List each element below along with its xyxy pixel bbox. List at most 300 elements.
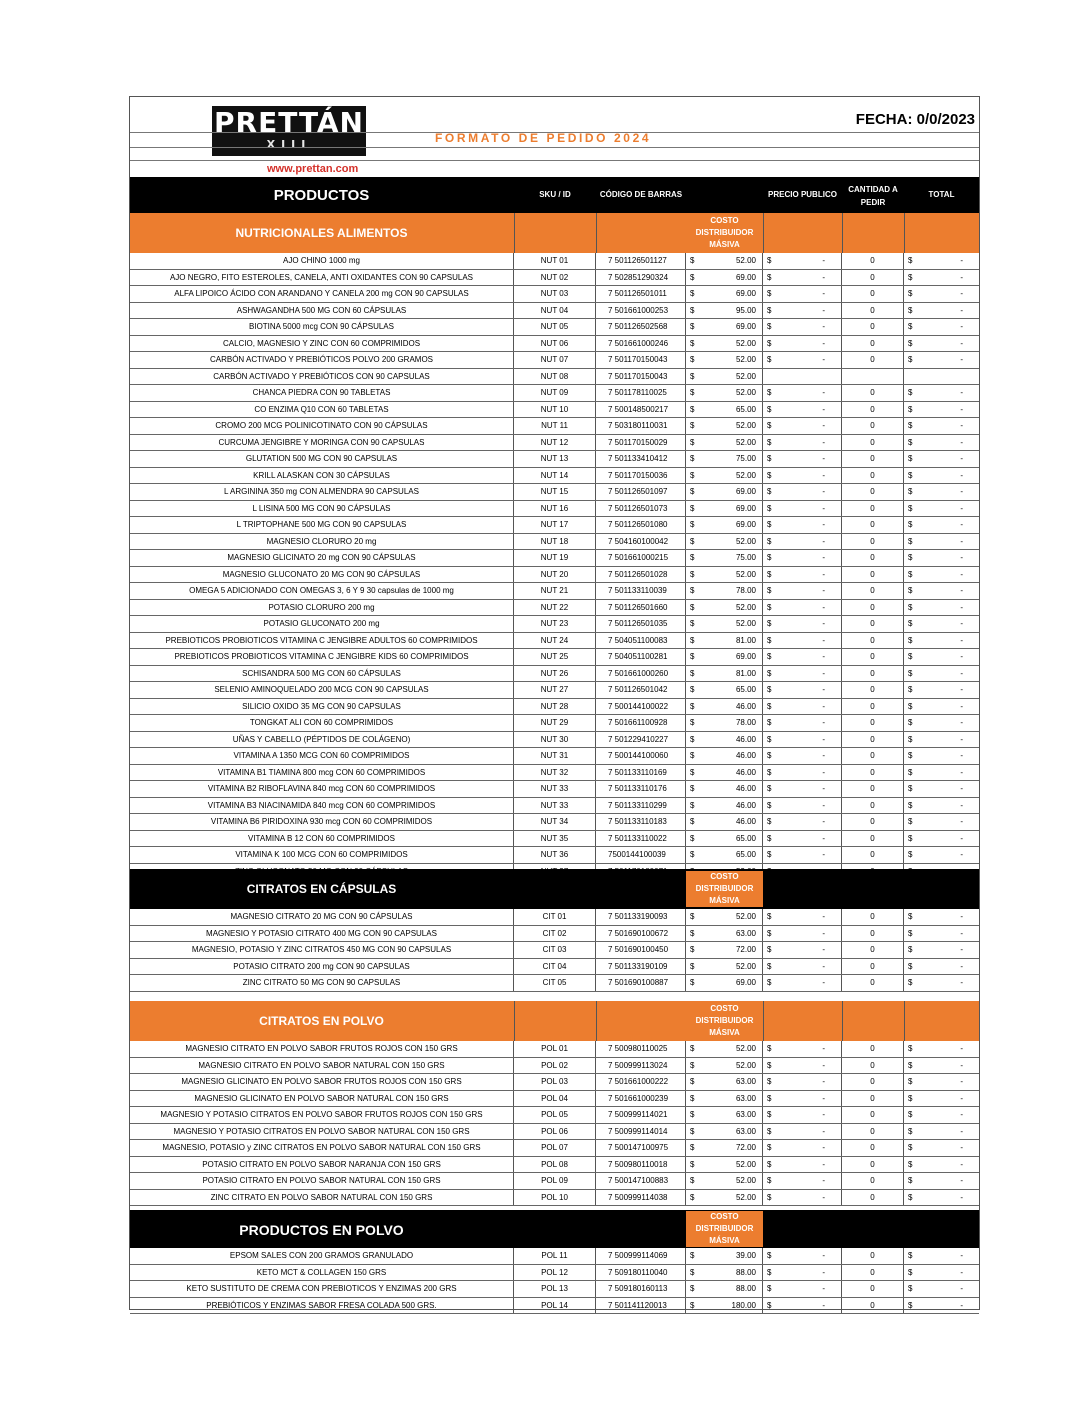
distributor-cost-cell	[686, 633, 763, 649]
distributor-cost: 52.00	[735, 1060, 756, 1070]
currency-symbol: $	[690, 701, 695, 711]
public-price-value: -	[822, 421, 825, 430]
public-price-value: -	[822, 272, 825, 282]
product-sku: NUT 28	[514, 699, 596, 715]
quantity-input[interactable]: 0	[842, 765, 904, 781]
currency-symbol: $	[767, 1093, 772, 1103]
product-name: L ARGININA 350 mg CON ALMENDRA 90 CAPSULAS	[130, 484, 514, 500]
total-cell	[904, 484, 979, 500]
product-barcode: 7 501170150029	[596, 435, 686, 451]
currency-symbol: $	[767, 701, 772, 711]
currency-symbol: $	[767, 256, 772, 265]
public-price-cell	[763, 1265, 842, 1281]
form-title: FORMATO DE PEDIDO 2024	[435, 131, 652, 145]
distributor-cost: 46.00	[735, 817, 756, 826]
currency-symbol: $	[767, 961, 772, 971]
public-price-value: -	[822, 1126, 825, 1136]
total-value: -	[960, 1093, 963, 1103]
quantity-input[interactable]: 0	[842, 649, 904, 665]
currency-symbol: $	[767, 800, 772, 810]
cost-header: COSTO DISTRIBUIDOR MÁSIVA	[686, 1211, 763, 1247]
quantity-input[interactable]: 0	[842, 1298, 904, 1314]
public-price-cell	[763, 975, 842, 991]
quantity-input[interactable]: 0	[842, 732, 904, 748]
total-cell	[904, 303, 979, 319]
cost-header: COSTO DISTRIBUIDOR MÁSIVA	[686, 1003, 763, 1039]
product-sku: POL 12	[514, 1265, 596, 1281]
total-value: -	[960, 437, 963, 447]
table-row	[130, 616, 979, 633]
total-cell	[904, 270, 979, 286]
total-cell	[904, 369, 979, 385]
quantity-input[interactable]: 0	[842, 847, 904, 863]
public-price-value: -	[822, 355, 825, 364]
quantity-input[interactable]: 0	[842, 926, 904, 942]
public-price-cell	[763, 847, 842, 863]
total-cell	[904, 336, 979, 352]
table-row	[130, 1157, 979, 1174]
currency-symbol: $	[690, 734, 695, 744]
section-title: CITRATOS EN CÁPSULAS	[246, 882, 397, 896]
total-value: -	[960, 338, 963, 348]
product-name: PREBIOTICOS PROBIOTICOS VITAMINA C JENGIBRE ADULTOS 60 COMPRIMIDOS	[130, 633, 514, 649]
website-link[interactable]: www.prettan.com	[267, 163, 359, 175]
distributor-cost-cell	[686, 468, 763, 484]
product-name: VITAMINA K 100 MCG CON 60 COMPRIMIDOS	[130, 847, 514, 863]
product-barcode: 7 500147100975	[596, 1140, 686, 1156]
public-price-value: -	[822, 487, 825, 496]
table-row	[130, 814, 979, 831]
divider	[904, 1001, 905, 1041]
quantity-input[interactable]: 0	[842, 814, 904, 830]
product-barcode: 7 501661000246	[596, 336, 686, 352]
distributor-cost-cell	[686, 1281, 763, 1297]
total-value: -	[960, 945, 963, 954]
currency-symbol: $	[767, 1176, 772, 1185]
quantity-input[interactable]: 0	[842, 633, 904, 649]
currency-symbol: $	[690, 1077, 695, 1086]
quantity-input[interactable]: 0	[842, 336, 904, 352]
total-cell	[904, 352, 979, 368]
distributor-cost: 52.00	[735, 1192, 756, 1202]
total-cell	[904, 732, 979, 748]
section-header-productos-polvo	[130, 1210, 979, 1248]
product-name: MAGNESIO GLICINATO EN POLVO SABOR NATURAL CON 150 GRS	[130, 1091, 514, 1107]
product-sku: POL 10	[514, 1190, 596, 1206]
quantity-input[interactable]: 0	[842, 1140, 904, 1156]
public-price-cell	[763, 699, 842, 715]
total-cell	[904, 1058, 979, 1074]
table-row	[130, 1265, 979, 1282]
quantity-input[interactable]: 0	[842, 319, 904, 335]
currency-symbol: $	[690, 912, 695, 921]
currency-symbol: $	[767, 734, 772, 744]
public-price-cell	[763, 253, 842, 269]
quantity-input[interactable]: 0	[842, 942, 904, 958]
currency-symbol: $	[767, 1143, 772, 1152]
currency-symbol: $	[908, 850, 913, 859]
product-name: L LISINA 500 MG CON 90 CÁPSULAS	[130, 501, 514, 517]
quantity-input[interactable]: 0	[842, 270, 904, 286]
product-barcode: 7 501126501127	[596, 253, 686, 269]
public-price-value: -	[822, 569, 825, 579]
quantity-input[interactable]: 0	[842, 1173, 904, 1189]
currency-symbol: $	[908, 388, 913, 397]
product-name: VITAMINA B2 RIBOFLAVINA 840 mcg CON 60 COMPRIMIDOS	[130, 781, 514, 797]
table-row	[130, 942, 979, 959]
product-name: MAGNESIO, POTASIO y ZINC CITRATOS EN POLVO SABOR NATURAL CON 150 GRS	[130, 1140, 514, 1156]
public-price-value: -	[822, 817, 825, 826]
public-price-value: -	[822, 668, 825, 678]
currency-symbol: $	[690, 289, 695, 298]
cost-header: COSTO DISTRIBUIDOR MÁSIVA	[686, 871, 763, 907]
quantity-input[interactable]: 0	[842, 286, 904, 302]
distributor-cost: 52.00	[735, 536, 756, 546]
quantity-input[interactable]: 0	[842, 1190, 904, 1206]
quantity-input[interactable]: 0	[842, 534, 904, 550]
public-price-cell	[763, 418, 842, 434]
currency-symbol: $	[690, 652, 695, 661]
currency-symbol: $	[690, 928, 695, 938]
quantity-input[interactable]: 0	[842, 1107, 904, 1123]
distributor-cost-cell	[686, 270, 763, 286]
total-cell	[904, 319, 979, 335]
currency-symbol: $	[908, 1159, 913, 1169]
public-price-cell	[763, 926, 842, 942]
public-price-header: PRECIO PUBLICO	[768, 190, 837, 199]
product-sku: POL 05	[514, 1107, 596, 1123]
total-value: -	[960, 569, 963, 579]
product-barcode: 7 509180160113	[596, 1281, 686, 1297]
distributor-cost: 52.00	[735, 619, 756, 628]
public-price-cell	[763, 732, 842, 748]
quantity-input[interactable]: 0	[842, 666, 904, 682]
quantity-input[interactable]: 0	[842, 798, 904, 814]
product-sku: NUT 13	[514, 451, 596, 467]
distributor-cost: 52.00	[735, 569, 756, 579]
public-price-cell	[763, 715, 842, 731]
total-cell	[904, 942, 979, 958]
currency-symbol: $	[690, 470, 695, 480]
product-name: MAGNESIO GLICINATO 20 mg CON 90 CÁPSULAS	[130, 550, 514, 566]
public-price-value: -	[822, 470, 825, 480]
quantity-input[interactable]: 0	[842, 699, 904, 715]
distributor-cost-cell	[686, 534, 763, 550]
product-sku: NUT 32	[514, 765, 596, 781]
distributor-cost-cell	[686, 831, 763, 847]
total-value: -	[960, 586, 963, 595]
currency-symbol: $	[767, 404, 772, 414]
public-price-value: -	[822, 701, 825, 711]
quantity-input[interactable]: 0	[842, 567, 904, 583]
table-row	[130, 1190, 979, 1207]
distributor-cost: 69.00	[735, 487, 756, 496]
product-barcode: 7 501661000260	[596, 666, 686, 682]
quantity-input[interactable]: 0	[842, 352, 904, 368]
distributor-cost-cell	[686, 699, 763, 715]
total-value: -	[960, 1159, 963, 1169]
total-value: -	[960, 536, 963, 546]
table-row	[130, 567, 979, 584]
total-cell	[904, 583, 979, 599]
quantity-input[interactable]: 0	[842, 1124, 904, 1140]
quantity-input[interactable]: 0	[842, 253, 904, 269]
total-value: -	[960, 305, 963, 315]
public-price-cell	[763, 336, 842, 352]
product-barcode: 7 501133110169	[596, 765, 686, 781]
quantity-input[interactable]: 0	[842, 468, 904, 484]
quantity-input[interactable]: 0	[842, 517, 904, 533]
product-barcode: 7500144100039	[596, 847, 686, 863]
product-barcode: 7 504051100281	[596, 649, 686, 665]
currency-symbol: $	[690, 437, 695, 447]
product-sku: NUT 33	[514, 798, 596, 814]
currency-symbol: $	[908, 619, 913, 628]
product-barcode: 7 501690100450	[596, 942, 686, 958]
public-price-cell	[763, 1281, 842, 1297]
distributor-cost-cell	[686, 814, 763, 830]
product-name: CURCUMA JENGIBRE Y MORINGA CON 90 CAPSULAS	[130, 435, 514, 451]
divider	[130, 132, 979, 133]
product-barcode: 7 501126501097	[596, 484, 686, 500]
table-row	[130, 699, 979, 716]
product-sku: NUT 19	[514, 550, 596, 566]
currency-symbol: $	[767, 668, 772, 678]
quantity-input[interactable]: 0	[842, 418, 904, 434]
distributor-cost: 63.00	[735, 1110, 756, 1119]
quantity-input[interactable]: 0	[842, 1281, 904, 1297]
product-sku: POL 09	[514, 1173, 596, 1189]
public-price-cell	[763, 1107, 842, 1123]
public-price-value: -	[822, 454, 825, 463]
public-price-value: -	[822, 978, 825, 987]
distributor-cost-cell	[686, 1190, 763, 1206]
quantity-input[interactable]: 0	[842, 451, 904, 467]
product-sku: NUT 10	[514, 402, 596, 418]
public-price-value: -	[822, 503, 825, 513]
quantity-input[interactable]: 0	[842, 435, 904, 451]
total-value: -	[960, 1176, 963, 1185]
currency-symbol: $	[908, 817, 913, 826]
distributor-cost: 69.00	[735, 272, 756, 282]
brand-logo	[212, 106, 366, 156]
table-row	[130, 583, 979, 600]
product-sku: CIT 01	[514, 909, 596, 925]
public-price-cell	[763, 1074, 842, 1090]
table-row	[130, 959, 979, 976]
product-barcode: 7 509180110040	[596, 1265, 686, 1281]
distributor-cost-cell	[686, 1298, 763, 1314]
currency-symbol: $	[908, 1060, 913, 1070]
public-price-cell	[763, 402, 842, 418]
total-value: -	[960, 454, 963, 463]
total-cell	[904, 682, 979, 698]
distributor-cost-cell	[686, 1074, 763, 1090]
total-value: -	[960, 520, 963, 529]
distributor-cost-cell	[686, 385, 763, 401]
quantity-input[interactable]: 0	[842, 1058, 904, 1074]
total-value: -	[960, 1143, 963, 1152]
product-name: CARBÓN ACTIVADO Y PREBIÓTICOS POLVO 200 GRAMOS	[130, 352, 514, 368]
table-row	[130, 682, 979, 699]
quantity-input[interactable]: 0	[842, 1074, 904, 1090]
total-cell	[904, 567, 979, 583]
product-barcode: 7 501133110176	[596, 781, 686, 797]
quantity-input[interactable]: 0	[842, 583, 904, 599]
table-row	[130, 1248, 979, 1265]
distributor-cost: 52.00	[735, 1159, 756, 1169]
public-price-cell	[763, 435, 842, 451]
public-price-value: -	[822, 652, 825, 661]
total-value: -	[960, 668, 963, 678]
total-cell	[904, 1265, 979, 1281]
order-date: FECHA: 0/0/2023	[855, 111, 975, 128]
quantity-input[interactable]: 0	[842, 1248, 904, 1264]
currency-symbol: $	[908, 1126, 913, 1136]
product-barcode: 7 501690100887	[596, 975, 686, 991]
product-sku: CIT 05	[514, 975, 596, 991]
quantity-input[interactable]: 0	[842, 975, 904, 991]
table-row	[130, 1140, 979, 1157]
distributor-cost: 63.00	[735, 928, 756, 938]
table-row	[130, 484, 979, 501]
product-name: ZINC CITRATO EN POLVO SABOR NATURAL CON 150 GRS	[130, 1190, 514, 1206]
product-sku: CIT 02	[514, 926, 596, 942]
product-barcode: 7 501661100928	[596, 715, 686, 731]
currency-symbol: $	[908, 945, 913, 954]
distributor-cost-cell	[686, 550, 763, 566]
quantity-input[interactable]: 0	[842, 1091, 904, 1107]
total-value: -	[960, 701, 963, 711]
quantity-input[interactable]: 0	[842, 600, 904, 616]
quantity-input[interactable]: 0	[842, 1265, 904, 1281]
currency-symbol: $	[767, 1192, 772, 1202]
quantity-input[interactable]: 0	[842, 550, 904, 566]
public-price-cell	[763, 319, 842, 335]
currency-symbol: $	[908, 718, 913, 727]
quantity-input[interactable]: 0	[842, 303, 904, 319]
total-value: -	[960, 1126, 963, 1136]
quantity-input[interactable]: 0	[842, 1157, 904, 1173]
distributor-cost-cell	[686, 583, 763, 599]
currency-symbol: $	[908, 470, 913, 480]
product-barcode: 7 501690100672	[596, 926, 686, 942]
distributor-cost-cell	[686, 1140, 763, 1156]
distributor-cost-cell	[686, 616, 763, 632]
table-row	[130, 253, 979, 270]
total-value: -	[960, 1300, 963, 1310]
distributor-cost-cell	[686, 336, 763, 352]
total-cell	[904, 451, 979, 467]
quantity-input[interactable]: 0	[842, 715, 904, 731]
distributor-cost: 78.00	[735, 718, 756, 727]
distributor-cost-cell	[686, 765, 763, 781]
currency-symbol: $	[690, 503, 695, 513]
distributor-cost: 52.00	[735, 602, 756, 612]
public-price-value: -	[822, 1077, 825, 1086]
currency-symbol: $	[690, 1060, 695, 1070]
public-price-cell	[763, 666, 842, 682]
quantity-input[interactable]: 0	[842, 501, 904, 517]
product-sku: NUT 06	[514, 336, 596, 352]
currency-symbol: $	[767, 850, 772, 859]
quantity-input[interactable]: 0	[842, 831, 904, 847]
public-price-value: -	[822, 388, 825, 397]
public-price-value: -	[822, 1060, 825, 1070]
currency-symbol: $	[908, 338, 913, 348]
currency-symbol: $	[908, 1284, 913, 1293]
product-barcode: 7 501126501660	[596, 600, 686, 616]
product-sku: NUT 17	[514, 517, 596, 533]
currency-symbol: $	[690, 1093, 695, 1103]
public-price-value: -	[822, 305, 825, 315]
table-row	[130, 501, 979, 518]
total-cell	[904, 649, 979, 665]
table-row	[130, 402, 979, 419]
quantity-input[interactable]: 0	[842, 616, 904, 632]
total-cell	[904, 1041, 979, 1057]
section-header-nutricionales	[130, 213, 979, 253]
product-name: BIOTINA 5000 mcg CON 90 CÁPSULAS	[130, 319, 514, 335]
total-value: -	[960, 1284, 963, 1293]
currency-symbol: $	[690, 1126, 695, 1136]
brand-name: PRETTÁN	[214, 106, 364, 139]
distributor-cost: 72.00	[735, 945, 756, 954]
quantity-input[interactable]: 0	[842, 748, 904, 764]
table-row	[130, 319, 979, 336]
table-row	[130, 336, 979, 353]
public-price-cell	[763, 286, 842, 302]
product-sku: POL 03	[514, 1074, 596, 1090]
product-name: MAGNESIO CITRATO EN POLVO SABOR NATURAL CON 150 GRS	[130, 1058, 514, 1074]
product-barcode: 7 500999114069	[596, 1248, 686, 1264]
quantity-input[interactable]: 0	[842, 402, 904, 418]
public-price-cell	[763, 303, 842, 319]
section-rows-citratos-polvo	[130, 1041, 979, 1206]
product-barcode: 7 501170150036	[596, 468, 686, 484]
cost-header: COSTO DISTRIBUIDOR MÁSIVA	[686, 215, 763, 251]
quantity-input[interactable]: 0	[842, 484, 904, 500]
quantity-input[interactable]: 0	[842, 1041, 904, 1057]
quantity-input[interactable]: 0	[842, 909, 904, 925]
table-row	[130, 715, 979, 732]
table-row	[130, 748, 979, 765]
quantity-input[interactable]: 0	[842, 682, 904, 698]
distributor-cost: 69.00	[735, 520, 756, 529]
quantity-input[interactable]	[842, 369, 904, 385]
product-sku: NUT 20	[514, 567, 596, 583]
quantity-input[interactable]: 0	[842, 781, 904, 797]
table-row	[130, 1281, 979, 1298]
total-cell	[904, 1107, 979, 1123]
public-price-value: -	[822, 1143, 825, 1152]
currency-symbol: $	[767, 470, 772, 480]
quantity-input[interactable]: 0	[842, 959, 904, 975]
total-value: -	[960, 256, 963, 265]
distributor-cost-cell	[686, 847, 763, 863]
quantity-input[interactable]: 0	[842, 385, 904, 401]
product-barcode: 7 500144100060	[596, 748, 686, 764]
distributor-cost: 46.00	[735, 767, 756, 777]
total-cell	[904, 814, 979, 830]
product-name: MAGNESIO CITRATO EN POLVO SABOR FRUTOS ROJOS CON 150 GRS	[130, 1041, 514, 1057]
public-price-value: -	[822, 1093, 825, 1103]
products-header: PRODUCTOS	[273, 187, 370, 204]
product-barcode: 7 500999114038	[596, 1190, 686, 1206]
table-row	[130, 286, 979, 303]
product-name: VITAMINA B1 TIAMINA 800 mcg CON 60 COMPRIMIDOS	[130, 765, 514, 781]
product-barcode: 7 502851290324	[596, 270, 686, 286]
